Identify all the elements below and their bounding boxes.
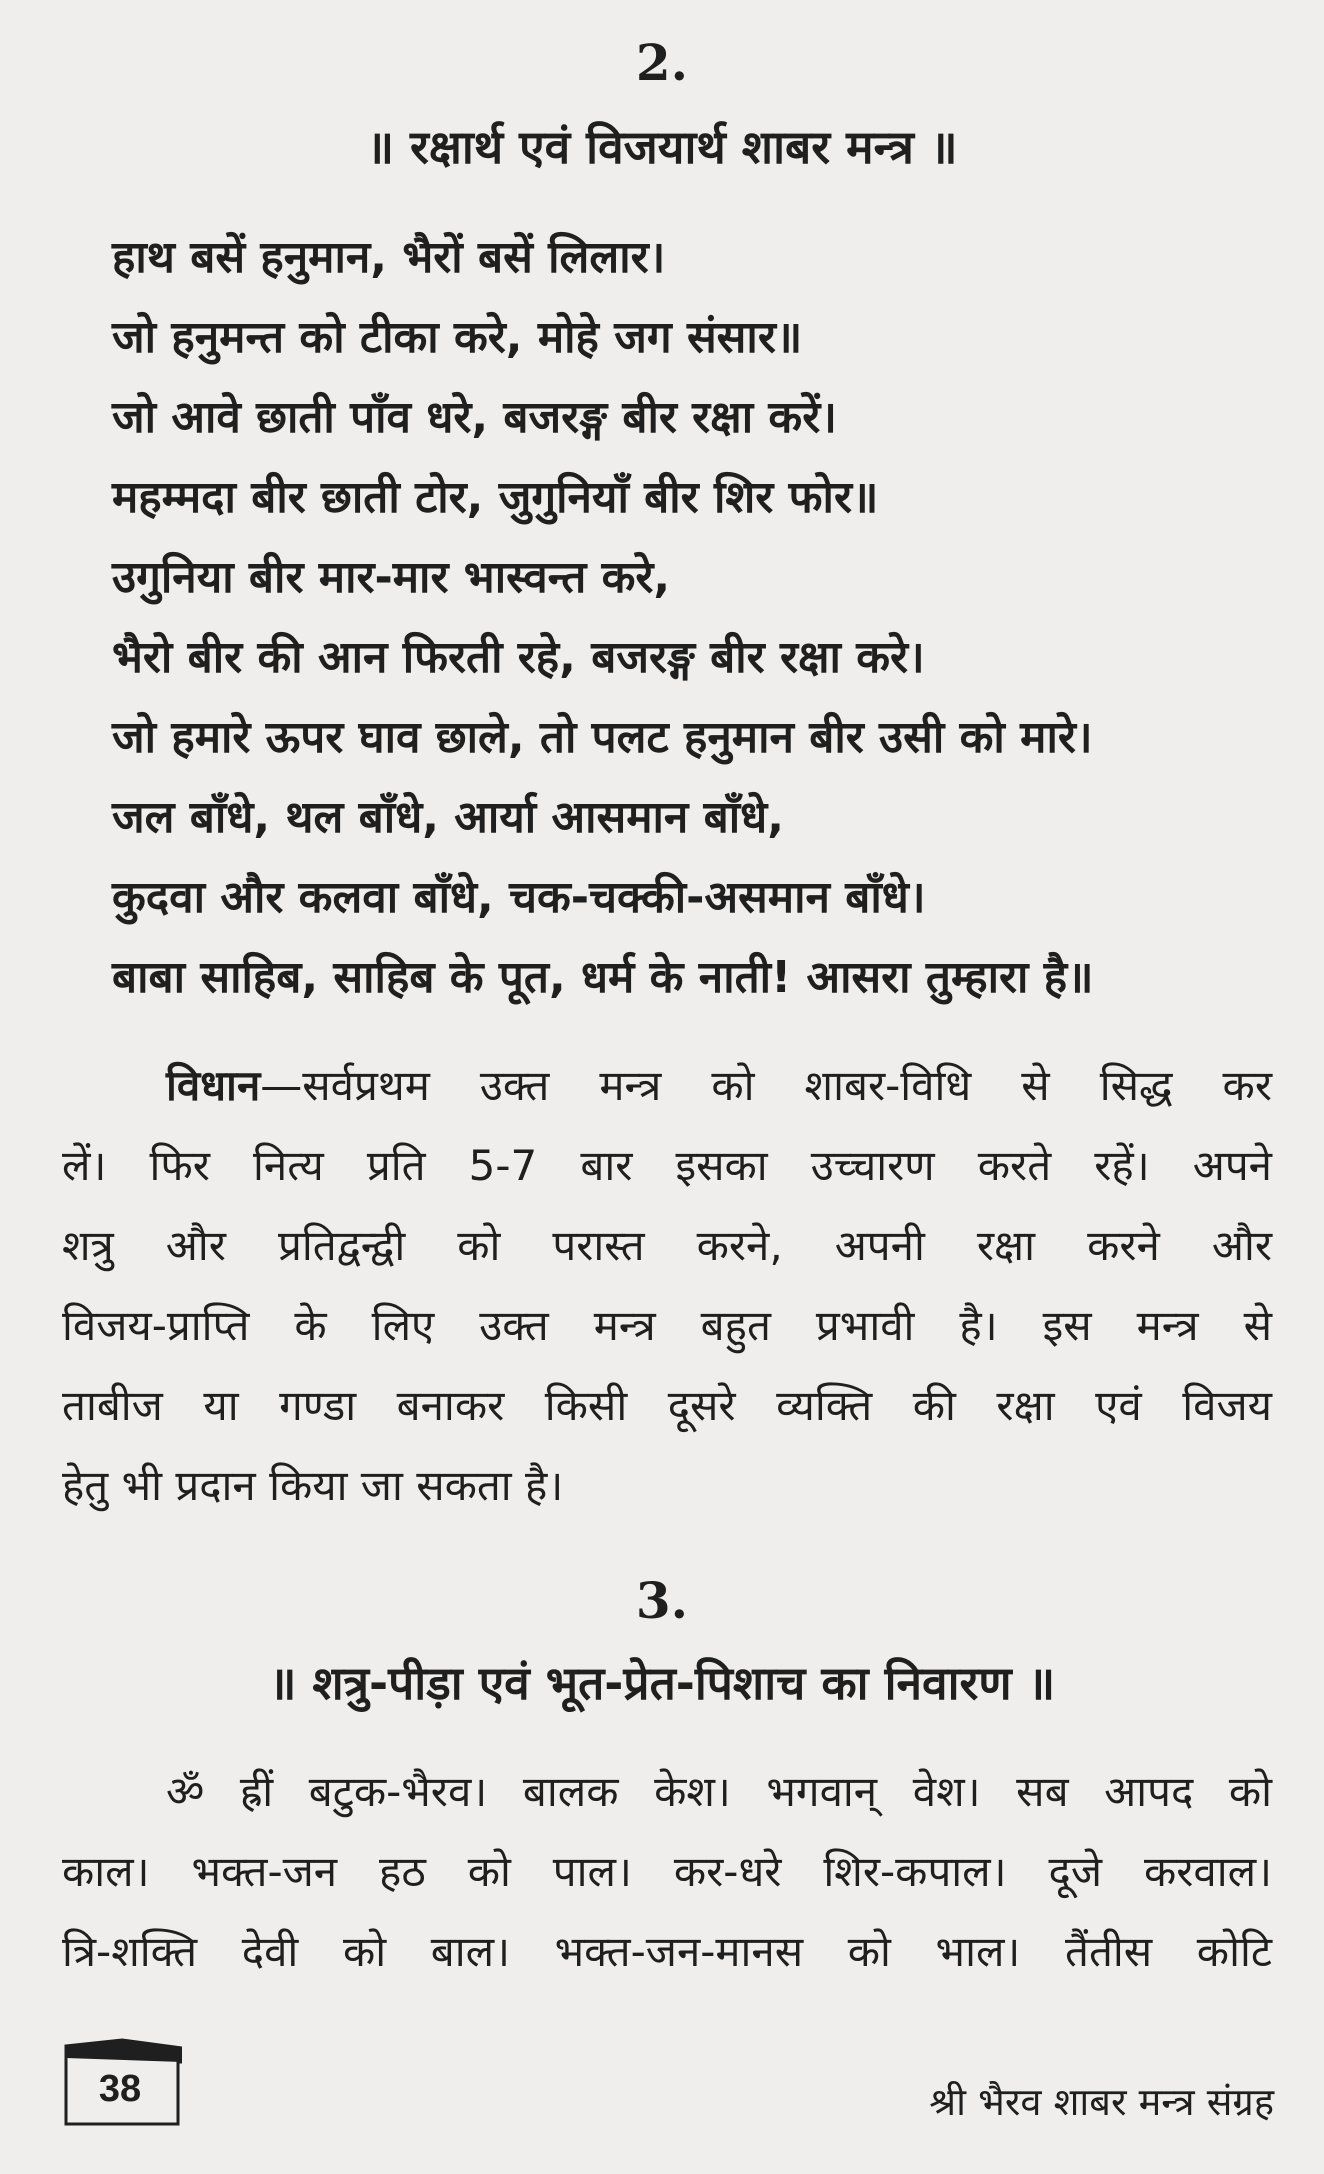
mantra-line: जो हनुमन्त को टीका करे, मोहे जग संसार॥ [112,312,803,363]
vidhan-paragraph [62,1046,1272,1526]
section-2-number: 2. [635,33,689,92]
section-3-line: काल। भक्त-जन हठ को पाल। कर-धरे शिर-कपाल। दूजे करवाल। [62,1847,1272,1896]
mantra-line: बाबा साहिब, साहिब के पूत, धर्म के नाती! आसरा तुम्हारा है॥ [112,952,1094,1003]
mantra-line: जो हमारे ऊपर घाव छाले, तो पलट हनुमान बीर उसी को मारे। [112,712,1093,763]
vidhan-line: लें। फिर नित्य प्रति 5-7 बार इसका उच्चारण करते रहें। अपने [62,1141,1272,1190]
section-3-line: त्रि-शक्ति देवी को बाल। भक्त-जन-मानस को भाल। तैंतीस कोटि [62,1927,1272,1976]
mantra-line: जो आवे छाती पाँव धरे, बजरङ्ग बीर रक्षा करें। [112,392,837,443]
vidhan-line: ताबीज या गण्डा बनाकर किसी दूसरे व्यक्ति की रक्षा एवं विजय [62,1381,1272,1430]
section-2-title: ॥ रक्षार्थ एवं विजयार्थ शाबर मन्त्र ॥ [366,120,958,174]
section-3-text [62,1752,1272,1992]
mantra-line: उगुनिया बीर मार-मार भास्वन्त करे, [112,552,671,603]
mantra-line: भैरो बीर की आन फिरती रहे, बजरङ्ग बीर रक्षा करे। [112,632,925,683]
vidhan-line: शत्रु और प्रतिद्वन्द्वी को परास्त करने, अपनी रक्षा करने और [62,1221,1272,1270]
section-3-title: ॥ शत्रु-पीड़ा एवं भूत-प्रेत-पिशाच का निवारण ॥ [268,1656,1056,1710]
vidhan-first-line-text: —सर्वप्रथम उक्त मन्त्र को शाबर-विधि से सिद्ध कर [260,1061,1272,1110]
mantra-line: जल बाँधे, थल बाँधे, आर्या आसमान बाँधे, [112,792,784,843]
book-title: श्री भैरव शाबर मन्त्र संग्रह [929,2080,1274,2124]
mantra-line: महम्मदा बीर छाती टोर, जुगुनियाँ बीर शिर फोर॥ [112,472,879,523]
vidhan-label: विधान [166,1061,261,1110]
mantra-line: कुदवा और कलवा बाँधे, चक-चक्की-असमान बाँधे। [112,872,926,923]
vidhan-line: विजय-प्राप्ति के लिए उक्त मन्त्र बहुत प्रभावी है। इस मन्त्र से [62,1301,1272,1350]
page-number: 38 [98,2068,142,2110]
vidhan-line: हेतु भी प्रदान किया जा सकता है। [62,1461,564,1510]
section-3-line: ॐ ह्रीं बटुक-भैरव। बालक केश। भगवान् वेश। सब आपद को [166,1767,1272,1816]
vidhan-first-line [62,1046,1272,1126]
section-3-number: 3. [635,1571,689,1630]
section-2-mantra [112,218,1272,1018]
page-number-box [62,2036,182,2128]
mantra-line: हाथ बसें हनुमान, भैरों बसें लिलार। [112,232,666,283]
